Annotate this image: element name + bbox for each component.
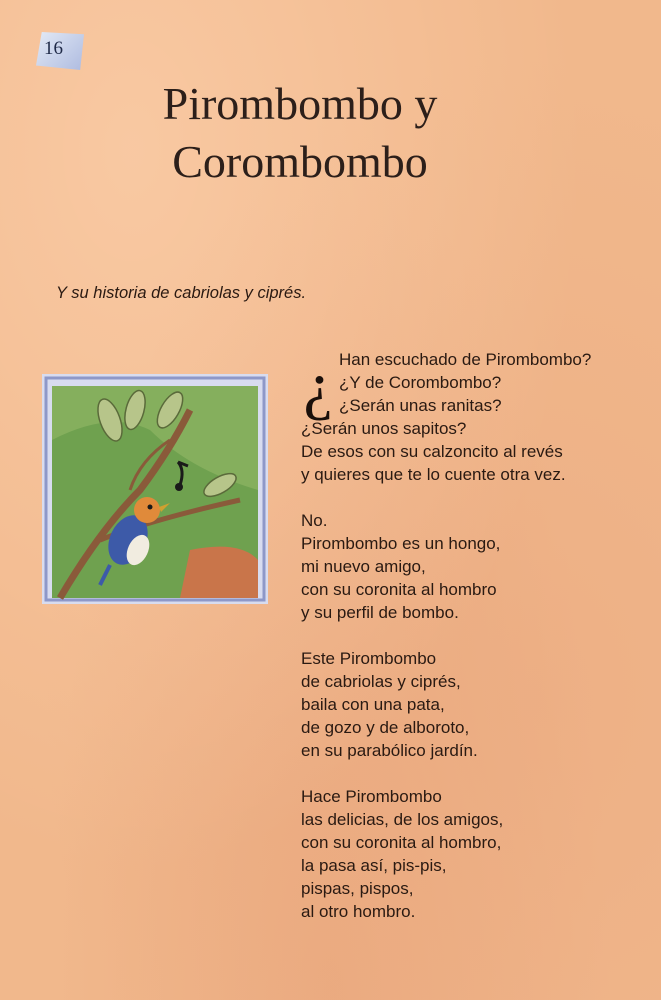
poem-line: pispas, pispos, [301,879,414,898]
title-line-1: Pirombombo y [162,78,438,129]
poem-line: ¿Serán unos sapitos? [301,419,467,438]
page-number: 16 [44,38,63,59]
poem-line: las delicias, de los amigos, [301,810,504,829]
poem-line: y su perfil de bombo. [301,603,459,622]
poem-line: baila con una pata, [301,695,445,714]
poem-line: con su coronita al hombro [301,580,497,599]
poem-line: De esos con su calzoncito al revés [301,442,563,461]
poem-line: en su parabólico jardín. [301,741,478,760]
stanza-1 [301,348,646,486]
stanza-3 [301,647,646,762]
bird-illustration [40,370,272,610]
poem-line: la pasa así, pis-pis, [301,856,447,875]
poem-line: mi nuevo amigo, [301,557,426,576]
poem-line: con su coronita al hombro, [301,833,502,852]
poem-line: Han escuchado de Pirombombo? [339,350,592,369]
poem-line: al otro hombro. [301,902,416,921]
poem [301,348,646,946]
poem-line: ¿Serán unas ranitas? [339,396,502,415]
stanza-2 [301,509,646,624]
poem-line: y quieres que te lo cuente otra vez. [301,465,566,484]
stanza-4 [301,785,646,923]
subtitle: Y su historia de cabriolas y ciprés. [56,284,307,302]
poem-line: ¿Y de Corombombo? [339,373,502,392]
poem-line: No. [301,511,328,530]
poem-line: de gozo y de alboroto, [301,718,470,737]
poem-line: Pirombombo es un hongo, [301,534,501,553]
page-title [0,75,600,191]
drop-question-mark: ¿ [303,349,333,422]
poem-line: de cabriolas y ciprés, [301,672,461,691]
title-line-2: Corombombo [172,136,428,187]
poem-line: Hace Pirombombo [301,787,442,806]
poem-line: Este Pirombombo [301,649,437,668]
